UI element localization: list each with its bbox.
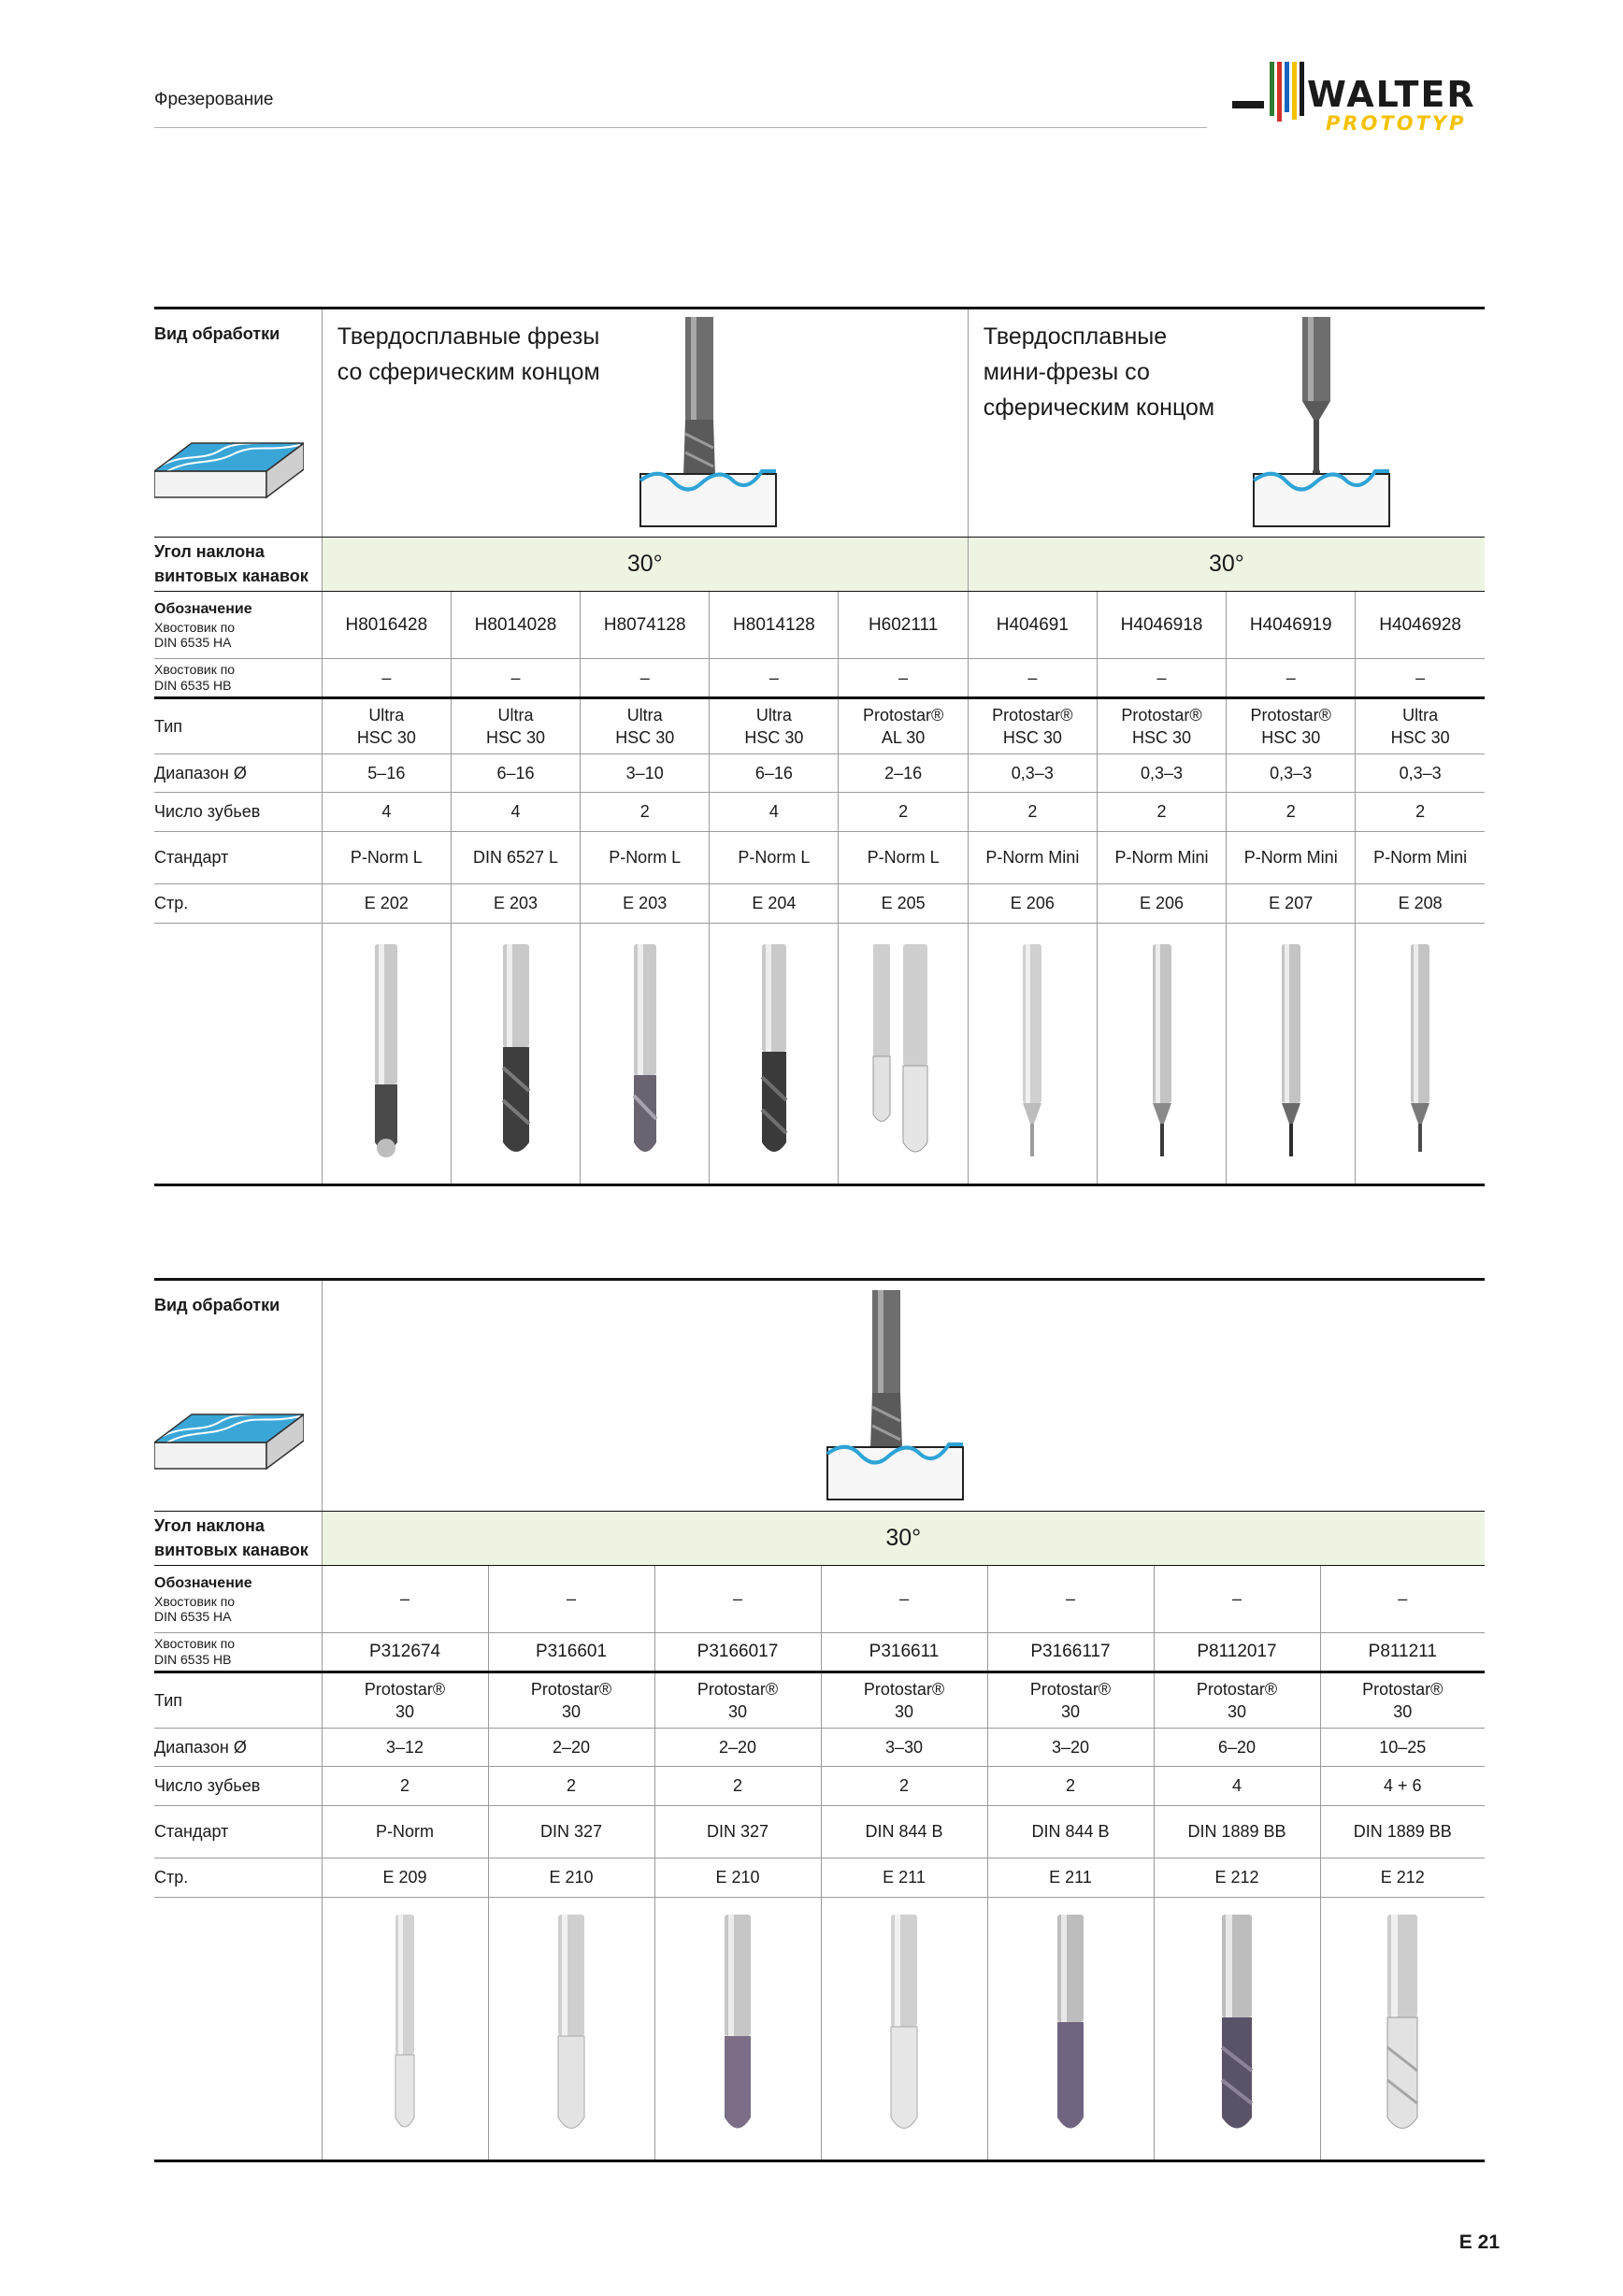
t1-type-7: Protostar® HSC 30 <box>1227 698 1356 754</box>
t2-hb-6: P811211 <box>1320 1633 1485 1672</box>
t1-teeth-7: 2 <box>1227 793 1356 832</box>
t1-page-7: E 207 <box>1227 884 1356 924</box>
t2-hb-4: P3166117 <box>987 1633 1154 1672</box>
t1-hb-2: – <box>581 659 710 698</box>
t2-teeth-4: 2 <box>987 1767 1154 1806</box>
end-mill-photo <box>358 937 414 1170</box>
t1-diameter-3: 6–16 <box>710 754 839 793</box>
t1-type-6: Protostar® HSC 30 <box>1097 698 1226 754</box>
t2-type-6: Protostar® 30 <box>1320 1672 1485 1729</box>
t2-type-4: Protostar® 30 <box>987 1672 1154 1729</box>
t2-page-4: E 211 <box>987 1858 1154 1898</box>
logo-brand: WALTER <box>1307 74 1476 115</box>
t1-hb-3: – <box>710 659 839 698</box>
t2-standard-4: DIN 844 B <box>987 1806 1154 1858</box>
diameter-label: Диапазон Ø <box>154 754 322 793</box>
operation-label: Вид обработки <box>154 1296 280 1314</box>
t2-page-3: E 211 <box>821 1858 987 1898</box>
t1-page-0: E 202 <box>322 884 451 924</box>
t2-page-0: E 209 <box>322 1858 488 1898</box>
t1-teeth-5: 2 <box>968 793 1097 832</box>
t1-page-4: E 205 <box>839 884 968 924</box>
shank-hb-label: Хвостовик по DIN 6535 HB <box>154 1633 322 1672</box>
t2-teeth-6: 4 + 6 <box>1320 1767 1485 1806</box>
t2-diameter-5: 6–20 <box>1154 1729 1320 1767</box>
operation-label-cell <box>154 309 322 538</box>
t1-type-3: Ultra HSC 30 <box>710 698 839 754</box>
t1-standard-6: P-Norm Mini <box>1097 832 1226 884</box>
type-label: Тип <box>154 698 322 754</box>
group1-header <box>322 309 968 538</box>
t1-photo-1 <box>451 924 580 1185</box>
type-label: Тип <box>154 1672 322 1729</box>
t1-page-6: E 206 <box>1097 884 1226 924</box>
t1-page-3: E 204 <box>710 884 839 924</box>
t1-diameter-4: 2–16 <box>839 754 968 793</box>
ball-nose-cutter-illustration <box>818 1290 968 1505</box>
header-divider <box>154 127 1207 128</box>
mini-end-mill-photo <box>1134 937 1190 1170</box>
t2-teeth-3: 2 <box>821 1767 987 1806</box>
t2-standard-5: DIN 1889 BB <box>1154 1806 1320 1858</box>
t1-teeth-8: 2 <box>1356 793 1485 832</box>
t1-ha-0: H8016428 <box>322 592 451 659</box>
mini-end-mill-photo <box>1263 937 1319 1170</box>
standard-label: Стандарт <box>154 1806 322 1858</box>
group2-title: Твердосплавные мини-фрезы со сферическим концом <box>983 323 1215 421</box>
ball-nose-cutter-illustration <box>631 317 781 532</box>
t1-page-8: E 208 <box>1356 884 1485 924</box>
walter-prototyp-logo <box>1232 62 1513 136</box>
t2-hb-1: P316601 <box>488 1633 654 1672</box>
end-mill-photo <box>876 1907 932 2150</box>
t2-teeth-2: 2 <box>654 1767 821 1806</box>
t2-teeth-1: 2 <box>488 1767 654 1806</box>
logo-dash <box>1232 101 1264 108</box>
helix-label: Угол наклона винтовых канавок <box>154 1512 322 1566</box>
t1-hb-6: – <box>1097 659 1226 698</box>
t2-diameter-3: 3–30 <box>821 1729 987 1767</box>
t1-standard-7: P-Norm Mini <box>1227 832 1356 884</box>
t2-photo-4 <box>987 1898 1154 2161</box>
t1-photo-5 <box>968 924 1097 1185</box>
t1-type-2: Ultra HSC 30 <box>581 698 710 754</box>
t1-ha-5: H404691 <box>968 592 1097 659</box>
t1-type-5: Protostar® HSC 30 <box>968 698 1097 754</box>
t2-diameter-1: 2–20 <box>488 1729 654 1767</box>
t2-photo-2 <box>654 1898 821 2161</box>
operation-label-cell <box>154 1280 322 1512</box>
workpiece-surface-icon <box>154 1396 304 1480</box>
t2-teeth-0: 2 <box>322 1767 488 1806</box>
ball-nose-cutters-table <box>154 307 1485 1186</box>
ball-nose-hss-cutters-table <box>154 1278 1485 2162</box>
t2-standard-0: P-Norm <box>322 1806 488 1858</box>
t1-diameter-0: 5–16 <box>322 754 451 793</box>
t1-teeth-2: 2 <box>581 793 710 832</box>
t1-standard-4: P-Norm L <box>839 832 968 884</box>
t1-photo-8 <box>1356 924 1485 1185</box>
t1-teeth-4: 2 <box>839 793 968 832</box>
t1-hb-1: – <box>451 659 580 698</box>
t1-type-8: Ultra HSC 30 <box>1356 698 1485 754</box>
t1-type-1: Ultra HSC 30 <box>451 698 580 754</box>
end-mill-photo <box>377 1907 433 2150</box>
t2-type-2: Protostar® 30 <box>654 1672 821 1729</box>
t1-photo-7 <box>1227 924 1356 1185</box>
t2-page-1: E 210 <box>488 1858 654 1898</box>
group1-title: Твердосплавные фрезы со сферическим концом <box>337 323 600 385</box>
end-mill-photo <box>1042 1907 1099 2150</box>
t1-standard-8: P-Norm Mini <box>1356 832 1485 884</box>
group3-helix-angle: 30° <box>322 1512 1485 1566</box>
t1-type-0: Ultra HSC 30 <box>322 698 451 754</box>
t2-type-1: Protostar® 30 <box>488 1672 654 1729</box>
t1-hb-4: – <box>839 659 968 698</box>
t2-photo-6 <box>1320 1898 1485 2161</box>
t1-diameter-2: 3–10 <box>581 754 710 793</box>
t1-diameter-6: 0,3–3 <box>1097 754 1226 793</box>
end-mill-photo <box>710 1907 766 2150</box>
logo-subbrand: PROTOTYP <box>1326 112 1467 135</box>
group3-header <box>322 1280 1485 1512</box>
t2-hb-0: P312674 <box>322 1633 488 1672</box>
group2-header <box>968 309 1485 538</box>
t2-type-0: Protostar® 30 <box>322 1672 488 1729</box>
t2-standard-3: DIN 844 B <box>821 1806 987 1858</box>
t1-photo-3 <box>710 924 839 1185</box>
t1-diameter-7: 0,3–3 <box>1227 754 1356 793</box>
t1-standard-2: P-Norm L <box>581 832 710 884</box>
operation-label: Вид обработки <box>154 324 280 343</box>
diameter-label: Диапазон Ø <box>154 1729 322 1767</box>
standard-label: Стандарт <box>154 832 322 884</box>
t1-hb-8: – <box>1356 659 1485 698</box>
t2-photo-0 <box>322 1898 488 2161</box>
helix-label: Угол наклона винтовых канавок <box>154 538 322 592</box>
t2-page-2: E 210 <box>654 1858 821 1898</box>
end-mill-photo <box>543 1907 599 2150</box>
mini-end-mill-photo <box>1004 937 1060 1170</box>
t2-type-3: Protostar® 30 <box>821 1672 987 1729</box>
t2-ha-0: – <box>322 1566 488 1633</box>
t1-ha-6: H4046918 <box>1097 592 1226 659</box>
end-mill-photo <box>488 937 544 1170</box>
t1-ha-4: H602111 <box>839 592 968 659</box>
t2-ha-6: – <box>1320 1566 1485 1633</box>
t2-standard-6: DIN 1889 BB <box>1320 1806 1485 1858</box>
t2-standard-2: DIN 327 <box>654 1806 821 1858</box>
t2-photo-5 <box>1154 1898 1320 2161</box>
workpiece-surface-icon <box>154 424 304 509</box>
shank-hb-label: Хвостовик по DIN 6535 HB <box>154 659 322 698</box>
mini-ball-nose-cutter-illustration <box>1244 317 1394 532</box>
image-row-label <box>154 1898 322 2161</box>
page-ref-label: Стр. <box>154 1858 322 1898</box>
t1-ha-8: H4046928 <box>1356 592 1485 659</box>
t1-diameter-1: 6–16 <box>451 754 580 793</box>
image-row-label <box>154 924 322 1185</box>
t2-ha-1: – <box>488 1566 654 1633</box>
t1-ha-3: H8014128 <box>710 592 839 659</box>
t1-ha-2: H8074128 <box>581 592 710 659</box>
end-mill-photo <box>617 937 673 1170</box>
t2-diameter-6: 10–25 <box>1320 1729 1485 1767</box>
t1-hb-7: – <box>1227 659 1356 698</box>
t1-standard-1: DIN 6527 L <box>451 832 580 884</box>
t1-hb-0: – <box>322 659 451 698</box>
teeth-label: Число зубьев <box>154 1767 322 1806</box>
page-number: E 21 <box>1458 2231 1500 2253</box>
t2-ha-2: – <box>654 1566 821 1633</box>
t1-standard-5: P-Norm Mini <box>968 832 1097 884</box>
t1-photo-2 <box>581 924 710 1185</box>
t1-standard-3: P-Norm L <box>710 832 839 884</box>
t2-standard-1: DIN 327 <box>488 1806 654 1858</box>
shank-ha-label: Обозначение Хвостовик по DIN 6535 HA <box>154 592 322 659</box>
t1-teeth-6: 2 <box>1097 793 1226 832</box>
t1-type-4: Protostar® AL 30 <box>839 698 968 754</box>
end-mill-photo <box>1209 1907 1265 2150</box>
t1-diameter-8: 0,3–3 <box>1356 754 1485 793</box>
t1-teeth-3: 4 <box>710 793 839 832</box>
section-title: Фрезерование <box>154 90 274 109</box>
t1-photo-6 <box>1097 924 1226 1185</box>
t1-standard-0: P-Norm L <box>322 832 451 884</box>
t2-ha-3: – <box>821 1566 987 1633</box>
t1-photo-0 <box>322 924 451 1185</box>
t2-diameter-4: 3–20 <box>987 1729 1154 1767</box>
page-ref-label: Стр. <box>154 884 322 924</box>
t1-photo-4 <box>839 924 968 1185</box>
t2-hb-2: P3166017 <box>654 1633 821 1672</box>
end-mill-pair-photo <box>866 937 941 1170</box>
t2-photo-3 <box>821 1898 987 2161</box>
t2-page-5: E 212 <box>1154 1858 1320 1898</box>
t2-teeth-5: 4 <box>1154 1767 1320 1806</box>
t2-ha-5: – <box>1154 1566 1320 1633</box>
t2-hb-5: P8112017 <box>1154 1633 1320 1672</box>
t2-hb-3: P316611 <box>821 1633 987 1672</box>
t2-photo-1 <box>488 1898 654 2161</box>
t1-page-5: E 206 <box>968 884 1097 924</box>
t1-page-1: E 203 <box>451 884 580 924</box>
t2-ha-4: – <box>987 1566 1154 1633</box>
mini-end-mill-photo <box>1392 937 1448 1170</box>
t2-type-5: Protostar® 30 <box>1154 1672 1320 1729</box>
group1-helix-angle: 30° <box>322 538 968 592</box>
t2-page-6: E 212 <box>1320 1858 1485 1898</box>
group2-helix-angle: 30° <box>968 538 1485 592</box>
teeth-label: Число зубьев <box>154 793 322 832</box>
t1-hb-5: – <box>968 659 1097 698</box>
t2-diameter-2: 2–20 <box>654 1729 821 1767</box>
t2-diameter-0: 3–12 <box>322 1729 488 1767</box>
t1-teeth-0: 4 <box>322 793 451 832</box>
t1-teeth-1: 4 <box>451 793 580 832</box>
t1-page-2: E 203 <box>581 884 710 924</box>
t1-diameter-5: 0,3–3 <box>968 754 1097 793</box>
end-mill-photo <box>746 937 802 1170</box>
t1-ha-7: H4046919 <box>1227 592 1356 659</box>
t1-ha-1: H8014028 <box>451 592 580 659</box>
end-mill-photo <box>1374 1907 1430 2150</box>
shank-ha-label: Обозначение Хвостовик по DIN 6535 HA <box>154 1566 322 1633</box>
